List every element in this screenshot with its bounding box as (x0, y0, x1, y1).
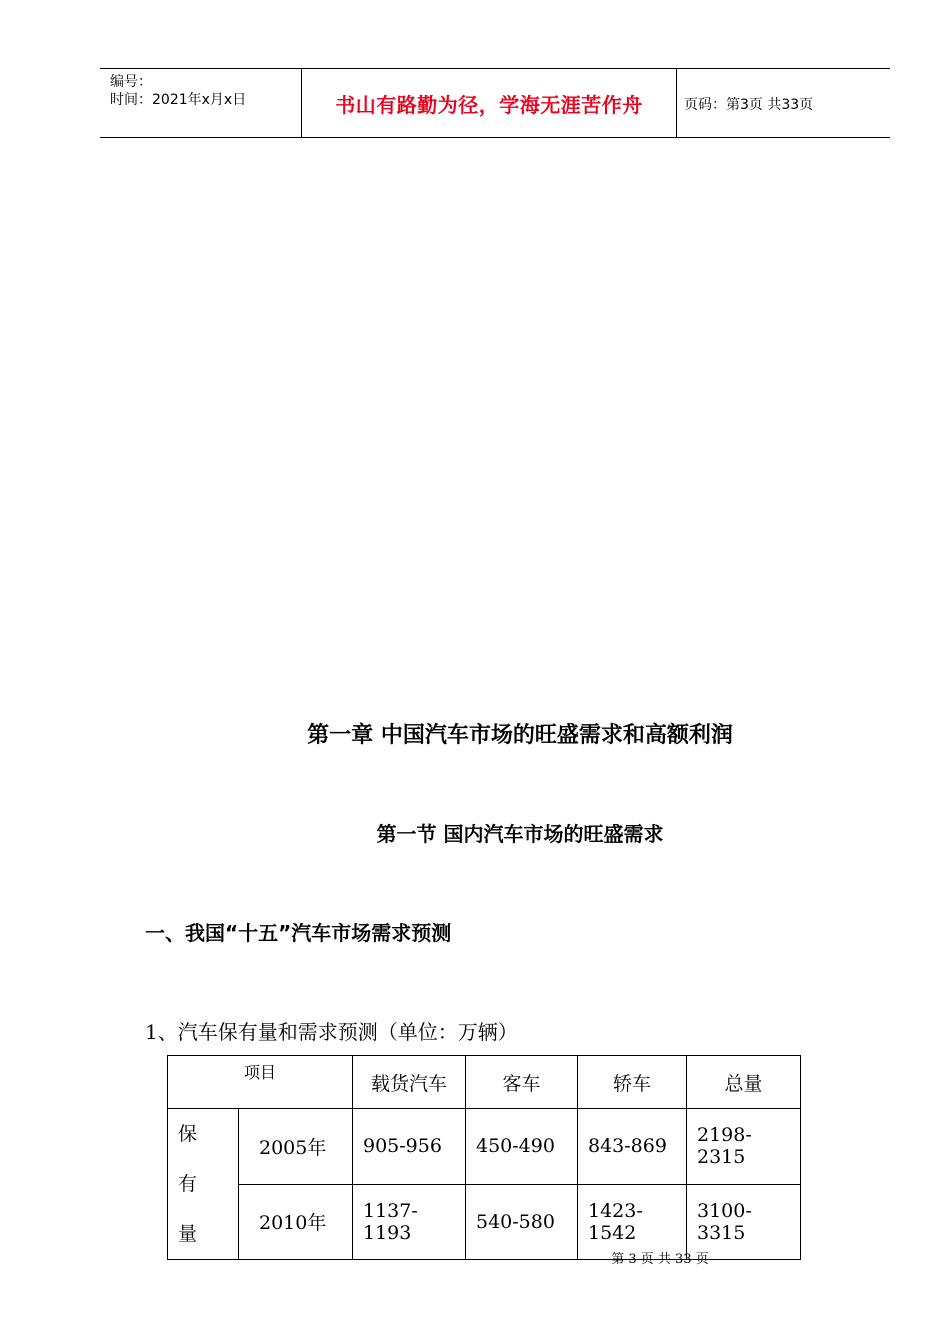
row-group-label-line2: 量 (178, 1223, 208, 1245)
year-cell: 2010年 (239, 1184, 353, 1260)
table-cell: 450-490 (466, 1109, 578, 1185)
row-group-label (168, 1109, 239, 1260)
doc-number-label: 编号： (110, 74, 152, 90)
subsection-title: 一、我国“十五”汽车市场需求预测 (145, 921, 452, 945)
forecast-table (167, 1055, 801, 1260)
table-cell: 3100-3315 (687, 1184, 801, 1260)
table-cell: 843-869 (578, 1109, 687, 1185)
table-cell: 1137-1193 (353, 1184, 466, 1260)
column-header: 载货汽车 (353, 1056, 466, 1109)
header-item-cell: 项目 (168, 1056, 353, 1109)
year-cell: 2005年 (239, 1109, 353, 1185)
table-cell: 1423-1542 (578, 1184, 687, 1260)
table-row (168, 1109, 801, 1185)
column-header: 轿车 (578, 1056, 687, 1109)
table-cell: 905-956 (353, 1109, 466, 1185)
header-page-info: 页码：第3页 共33页 (684, 97, 814, 113)
table-cell: 2198-2315 (687, 1109, 801, 1185)
table-cell: 540-580 (466, 1184, 578, 1260)
header-motto: 书山有路勤为径，学海无涯苦作舟 (335, 93, 643, 117)
row-group-label-line1: 保 有 (178, 1123, 208, 1195)
section-title: 第一节 国内汽车市场的旺盛需求 (376, 822, 664, 846)
page-header (100, 68, 890, 138)
column-header: 客车 (466, 1056, 578, 1109)
table-caption: 1、汽车保有量和需求预测（单位：万辆） (145, 1020, 518, 1044)
column-header: 总量 (687, 1056, 801, 1109)
header-meta (110, 73, 246, 109)
table-header-row (168, 1056, 801, 1109)
header-divider (676, 69, 677, 137)
page-footer: 第 3 页 共 33 页 (611, 1252, 709, 1267)
doc-time-label: 时间：2021年x月x日 (110, 92, 247, 108)
chapter-title: 第一章 中国汽车市场的旺盛需求和高额利润 (307, 723, 733, 748)
